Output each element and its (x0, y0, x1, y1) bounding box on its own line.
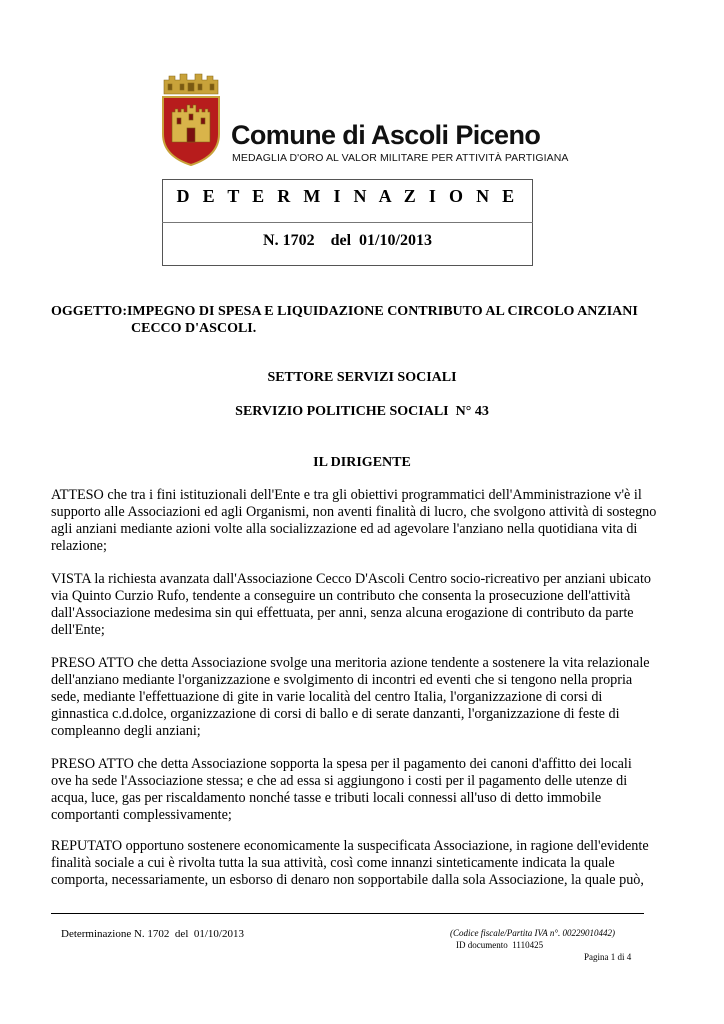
dirigente-heading: IL DIRIGENTE (313, 455, 411, 470)
paragraph-line: dall'Associazione medesima sin qui effettuata, per anni, senza alcuna erogazione di contributo da parte (51, 605, 634, 621)
paragraph-line: ove ha sede l'Associazione stessa; e che ad essa si aggiungono i costi per il pagamento delle utenze di (51, 773, 628, 789)
paragraph-preso-atto-1 (51, 655, 675, 740)
paragraph-line: via Quinto Curzio Rufo, tendente a conseguire un contributo che consenta la prosecuzione dell'attività (51, 588, 631, 604)
paragraph-line: comportanti complessivamente; (51, 807, 232, 823)
paragraph-line: relazione; (51, 538, 107, 554)
footer-determinazione-ref: Determinazione N. 1702 del 01/10/2013 (61, 928, 244, 940)
paragraph-line: ginnastica c.d.dolce, organizzazione di corsi di ballo e di serate danzanti, l'organizzazione di feste di (51, 706, 620, 722)
servizio-heading: SERVIZIO POLITICHE SOCIALI N° 43 (235, 404, 489, 419)
paragraph-preso-atto-2 (51, 756, 675, 824)
oggetto-line: CECCO D'ASCOLI. (131, 321, 257, 336)
determinazione-number: N. 1702 del 01/10/2013 (263, 232, 432, 249)
organization-name: Comune di Ascoli Piceno (231, 120, 541, 150)
paragraph-line: supporto alle Associazioni ed agli Organismi, non aventi finalità di lucro, che svolgono attività di sostegno (51, 504, 657, 520)
paragraph-vista (51, 571, 675, 639)
paragraph-line: agli anziani mediante azioni volte alla socializzazione ed ad agevolare l'anziano nella quotidiana vita di (51, 521, 638, 537)
settore-heading: SETTORE SERVIZI SOCIALI (267, 370, 457, 385)
paragraph-line: dell'Ente; (51, 622, 105, 638)
organization-motto: MEDAGLIA D'ORO AL VALOR MILITARE PER ATTIVITÀ PARTIGIANA (232, 152, 569, 164)
determinazione-divider (162, 222, 533, 223)
paragraph-atteso (51, 487, 675, 555)
paragraph-line: compleanno degli anziani; (51, 723, 201, 739)
document-title: D E T E R M I N A Z I O N E (176, 186, 519, 206)
paragraph-line: ATTESO che tra i fini istituzionali dell'Ente e tra gli obiettivi programmatici dell'Amministrazione v'è il (51, 487, 642, 503)
oggetto-line: OGGETTO:IMPEGNO DI SPESA E LIQUIDAZIONE CONTRIBUTO AL CIRCOLO ANZIANI (51, 304, 638, 319)
footer-codice-fiscale: (Codice fiscale/Partita IVA n°. 00229010442) (450, 928, 615, 938)
paragraph-line: PRESO ATTO che detta Associazione sopporta la spesa per il pagamento dei canoni d'affitto dei locali (51, 756, 632, 772)
footer-rule (51, 913, 644, 914)
paragraph-line: finalità sociale a cui è rivolta tutta la sua attività, così come innanzi sinteticamente indicata la quale (51, 855, 615, 871)
paragraph-line: comporta, necessariamente, un esborso di denaro non sopportabile dalla sola Associazione, la quale può, (51, 872, 644, 888)
paragraph-reputato (51, 838, 675, 889)
paragraph-line: acqua, luce, gas per riscaldamento nonché tasse e tributi locali connessi all'uso di detto immobile (51, 790, 602, 806)
paragraph-line: VISTA la richiesta avanzata dall'Associazione Cecco D'Ascoli Centro socio-ricreativo per anziani ubicato (51, 571, 652, 587)
crown-icon (164, 74, 218, 94)
paragraph-line: PRESO ATTO che detta Associazione svolge una meritoria azione tendente a sostenere la vita relazionale (51, 655, 650, 671)
paragraph-line: dell'anziano mediante l'organizzazione e svolgimento di incontri ed eventi che si tengono nella propria (51, 672, 633, 688)
paragraph-line: sede, mediante l'effettuazione di gite in varie località del centro Italia, l'organizzazione di corsi di (51, 689, 603, 705)
paragraph-line: REPUTATO opportuno sostenere economicamente la suspecificata Associazione, in ragione dell'evidente (51, 838, 649, 854)
footer-id-documento: ID documento 1110425 (456, 940, 544, 950)
coat-of-arms-logo (160, 72, 222, 168)
footer-page-number: Pagina 1 di 4 (584, 952, 632, 962)
